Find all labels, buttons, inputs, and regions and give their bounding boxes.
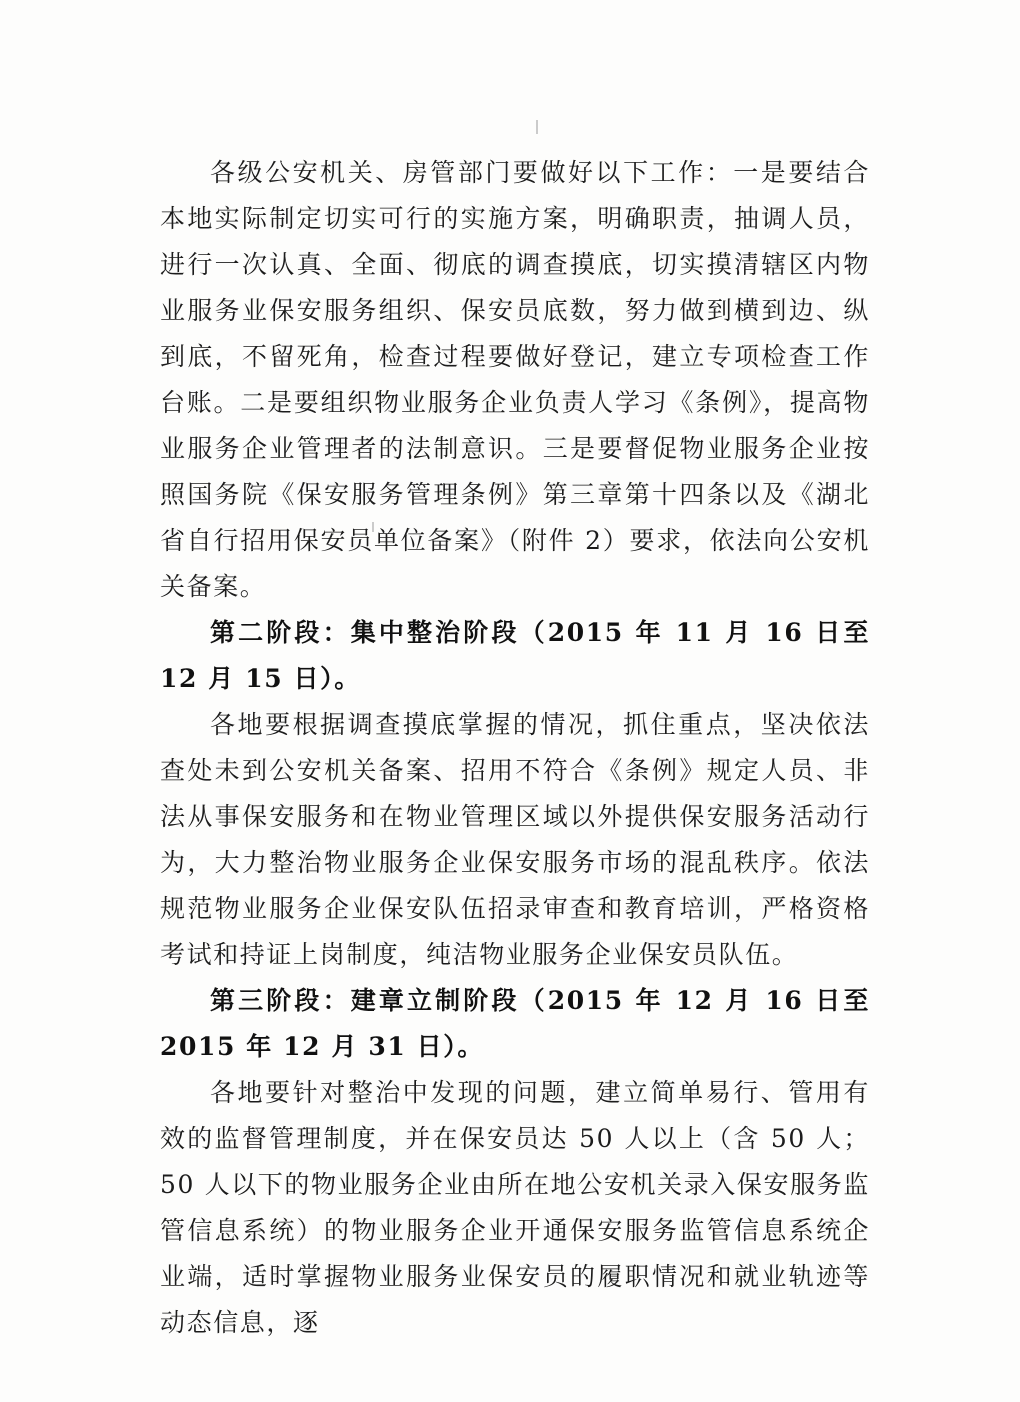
heading-stage-three: 第三阶段：建章立制阶段（2015 年 12 月 16 日至 2015 年 12 月 31 日）。 — [160, 986, 870, 1061]
document-body — [160, 150, 870, 1346]
paragraph-stage-three: 各地要针对整治中发现的问题，建立简单易行、管用有效的监督管理制度，并在保安员达 50 人以上（含 50 人；50 人以下的物业服务企业由所在地公安机关录入保安服务监管信息系统）的物业服务企业开通保安服务监管信息系统企业端，适时掌握物业服务业保安员的履职情况和就业轨迹等动态信息，逐 — [160, 1078, 870, 1337]
scan-speck — [536, 120, 538, 134]
heading-stage-two: 第二阶段：集中整治阶段（2015 年 11 月 16 日至 12 月 15 日）。 — [160, 618, 870, 693]
paragraph-preparation-tasks: 各级公安机关、房管部门要做好以下工作：一是要结合本地实际制定切实可行的实施方案，明确职责，抽调人员，进行一次认真、全面、彻底的调查摸底，切实摸清辖区内物业服务业保安服务组织、保安员底数，努力做到横到边、纵到底，不留死角，检查过程要做好登记，建立专项检查工作台账。二是要组织物业服务企业负责人学习《条例》，提高物业服务企业管理者的法制意识。三是要督促物业服务企业按照国务院《保安服务管理条例》第三章第十四条以及《湖北省自行招用保安员单位备案》（附件 2）要求，依法向公安机关备案。 — [160, 158, 870, 601]
paragraph-stage-two: 各地要根据调查摸底掌握的情况，抓住重点，坚决依法查处未到公安机关备案、招用不符合《条例》规定人员、非法从事保安服务和在物业管理区域以外提供保安服务活动行为，大力整治物业服务企业保安服务市场的混乱秩序。依法规范物业服务企业保安队伍招录审查和教育培训，严格资格考试和持证上岗制度，纯洁物业服务企业保安员队伍。 — [160, 710, 870, 969]
